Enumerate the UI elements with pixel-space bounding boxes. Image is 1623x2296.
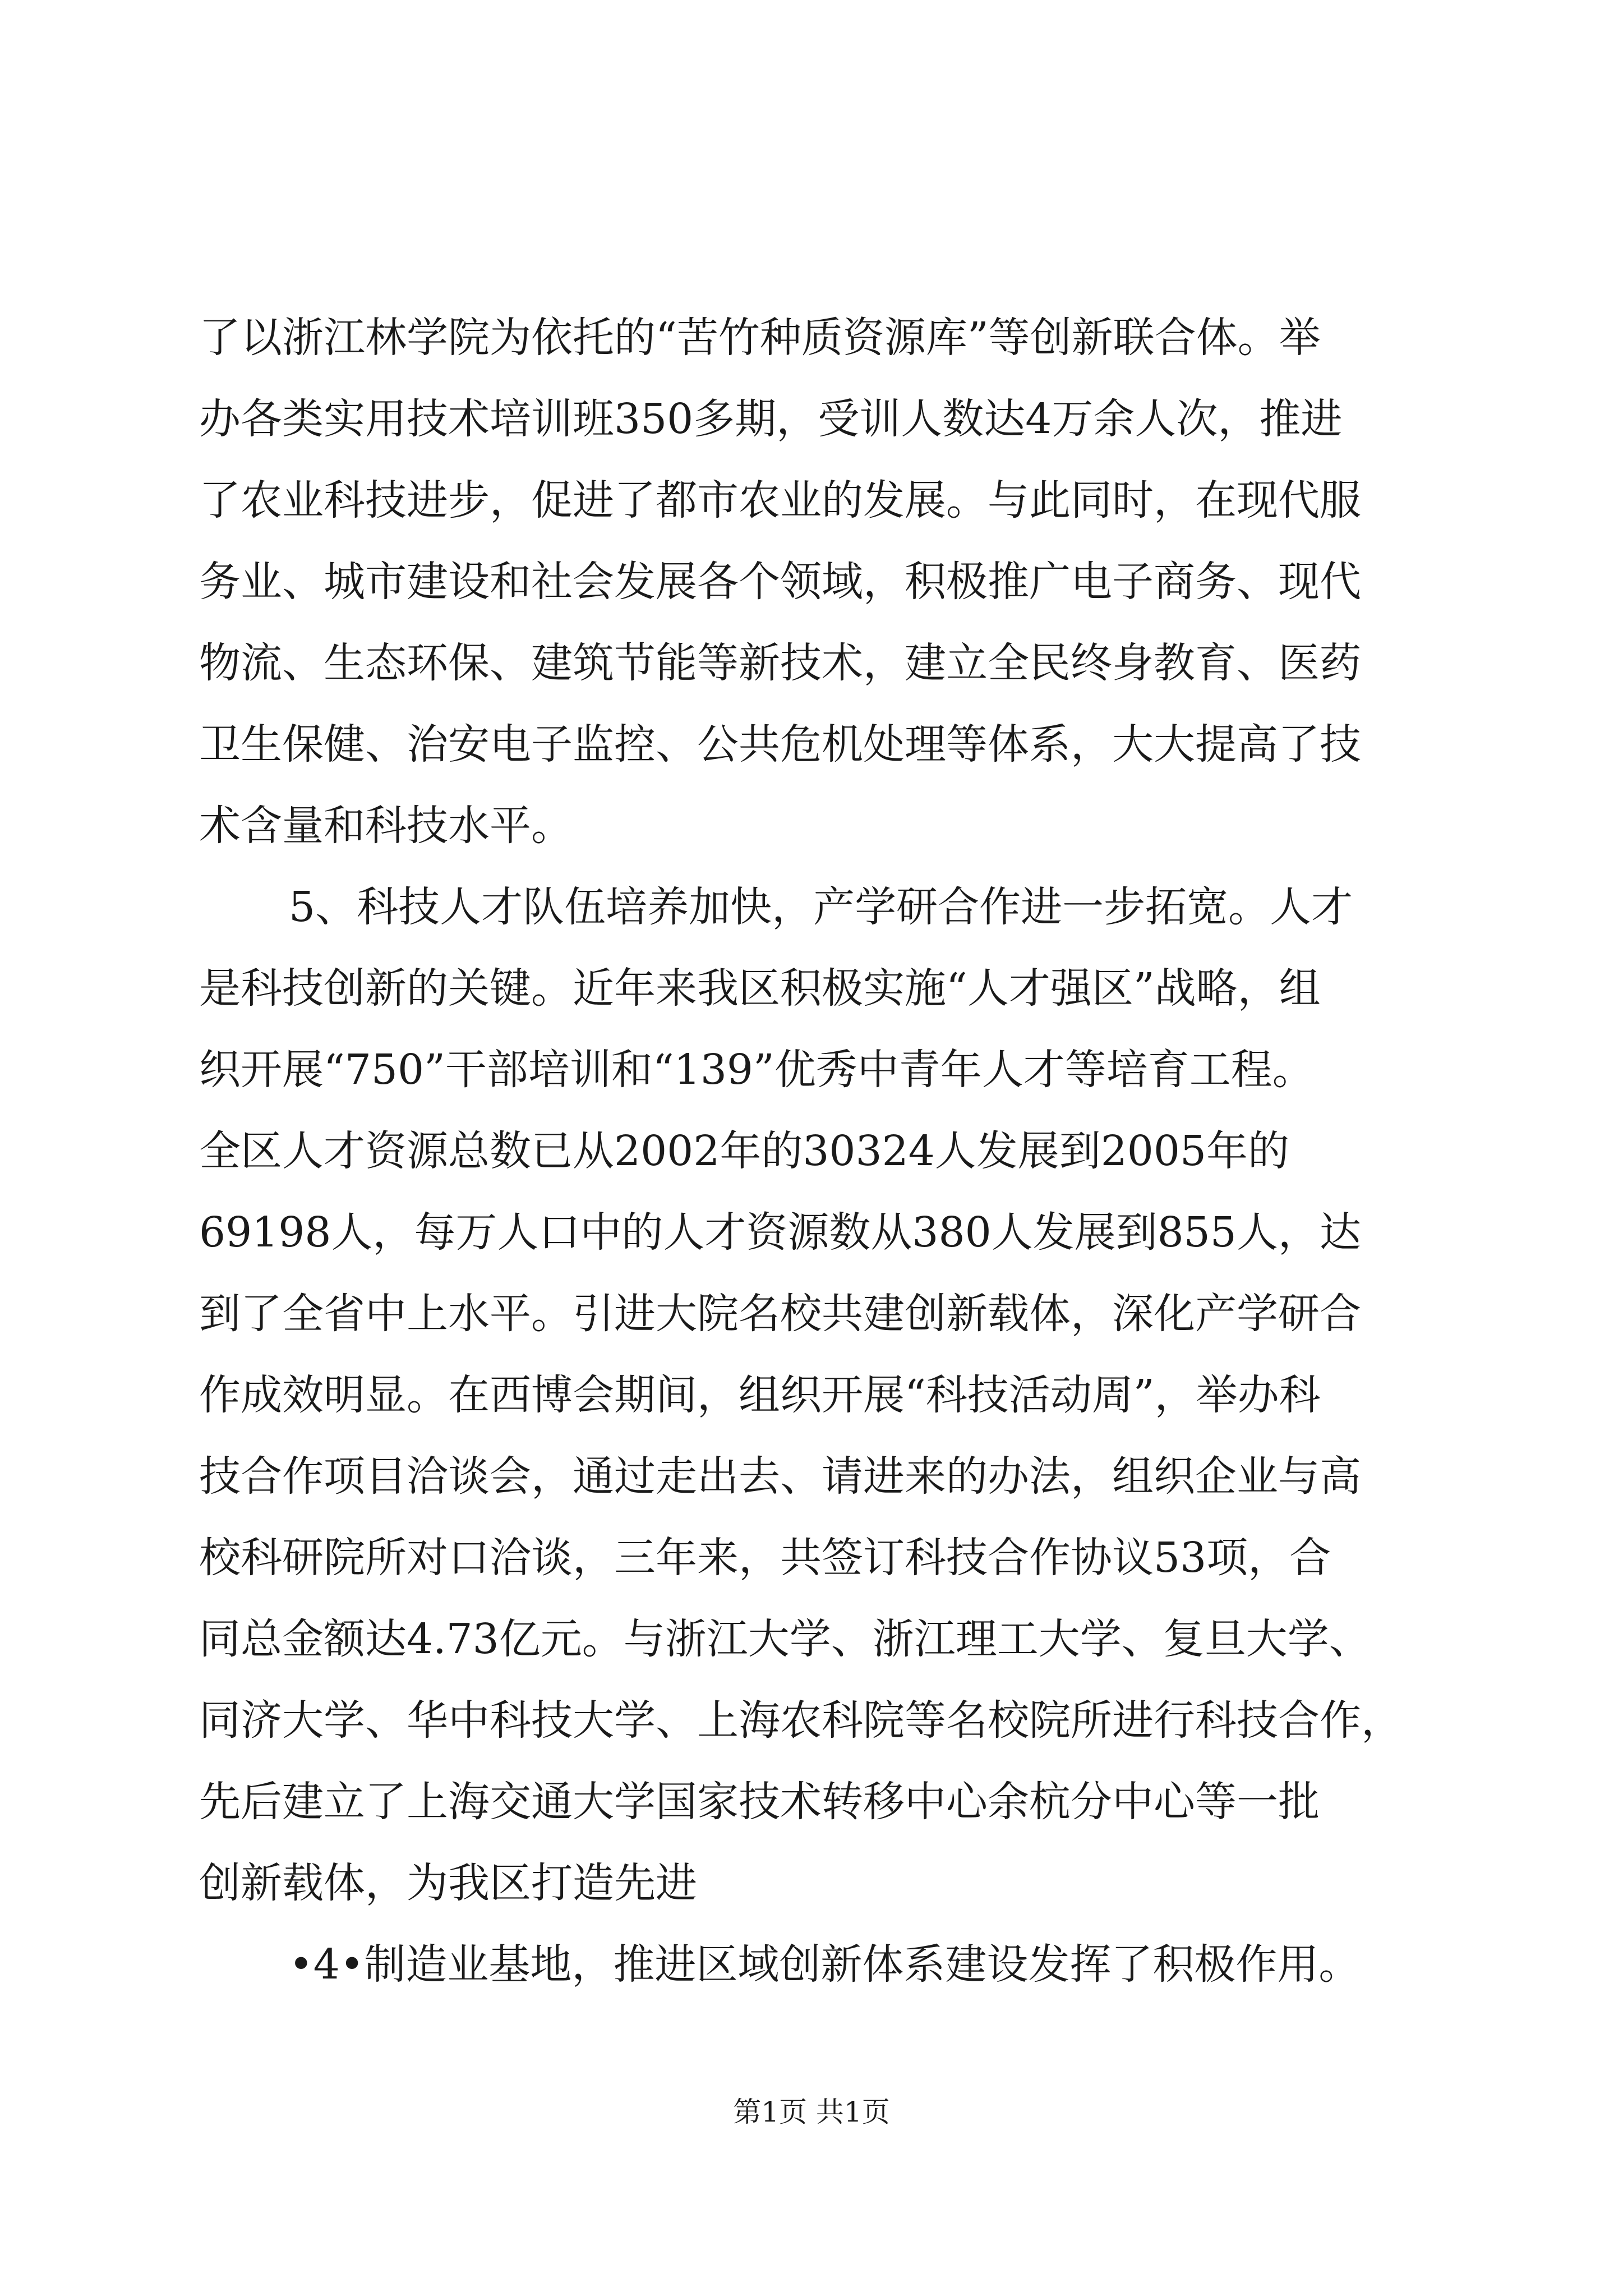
- text-line: 织开展“750”干部培训和“139”优秀中青年人才等培育工程。: [199, 1046, 1314, 1094]
- text-line: 物流、生态环保、建筑节能等新技术，建立全民终身教育、医药: [199, 639, 1361, 687]
- text-line: 到了全省中上水平。引进大院名校共建创新载体，深化产学研合: [199, 1290, 1361, 1338]
- text-line: 办各类实用技术培训班350多期，受训人数达4万余人次，推进: [199, 395, 1343, 443]
- text-line: 务业、城市建设和社会发展各个领域，积极推广电子商务、现代: [199, 558, 1361, 606]
- text-line: 了以浙江林学院为依托的“苦竹种质资源库”等创新联合体。举: [199, 314, 1321, 362]
- text-line: 同总金额达4.73亿元。与浙江大学、浙江理工大学、复旦大学、: [199, 1615, 1371, 1663]
- text-line: 69198人，每万人口中的人才资源数从380人发展到855人，达: [199, 1208, 1361, 1257]
- page-footer: [0, 2095, 1623, 2129]
- paragraph-start-line: •4•制造业基地，推进区域创新体系建设发挥了积极作用。: [289, 1940, 1361, 1989]
- text-line: 技合作项目洽谈会，通过走出去、请进来的办法，组织企业与高: [199, 1452, 1361, 1501]
- text-line: 卫生保健、治安电子监控、公共危机处理等体系，大大提高了技: [199, 720, 1361, 769]
- text-line: 校科研院所对口洽谈，三年来，共签订科技合作协议53项，合: [199, 1534, 1331, 1582]
- text-line: 全区人才资源总数已从2002年的30324人发展到2005年的: [199, 1127, 1290, 1175]
- text-line: 先后建立了上海交通大学国家技术转移中心余杭分中心等一批: [199, 1778, 1320, 1826]
- page-number-label: 第1页 共1页: [733, 2096, 890, 2128]
- paragraph-start-line: 5、科技人才队伍培养加快，产学研合作进一步拓宽。人才: [289, 883, 1353, 931]
- text-line: 术含量和科技水平。: [199, 802, 573, 850]
- text-line: 是科技创新的关键。近年来我区积极实施“人才强区”战略，组: [199, 964, 1321, 1013]
- body-text: [199, 297, 1438, 2005]
- text-line: 作成效明显。在西博会期间，组织开展“科技活动周”，举办科: [199, 1371, 1321, 1419]
- text-line: 了农业科技进步，促进了都市农业的发展。与此同时，在现代服: [199, 476, 1361, 524]
- text-line: 同济大学、华中科技大学、上海农科院等名校院所进行科技合作，: [199, 1696, 1403, 1745]
- text-line: 创新载体，为我区打造先进: [199, 1859, 697, 1907]
